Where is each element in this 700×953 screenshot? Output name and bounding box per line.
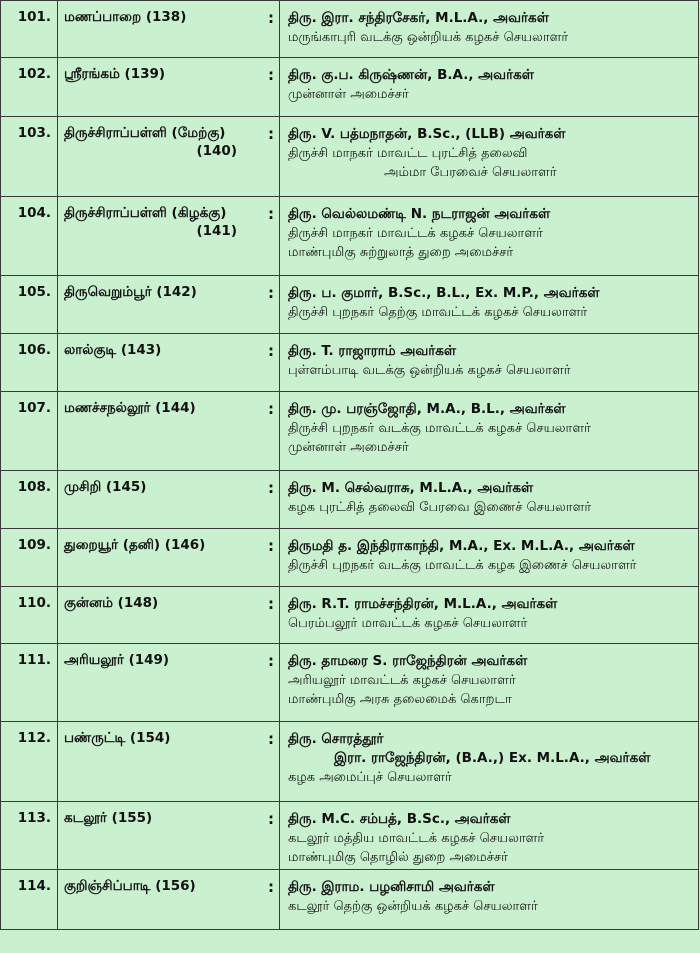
colon-separator: : bbox=[268, 125, 274, 143]
row-number: 101. bbox=[1, 1, 58, 58]
person-role: திருச்சி புறநகர் வடக்கு மாவட்டக் கழக இணைச் செயலாளர் bbox=[288, 558, 637, 573]
row-number: 103. bbox=[1, 117, 58, 197]
person-role: மருங்காபுரி வடக்கு ஒன்றியக் கழகச் செயலாளர் bbox=[288, 30, 569, 45]
colon-separator: : bbox=[268, 878, 274, 896]
person-name: திரு. கு.ப. கிருஷ்ணன், B.A., அவர்கள் bbox=[288, 67, 534, 83]
constituency-cell bbox=[58, 1, 280, 58]
colon-separator: : bbox=[268, 479, 274, 497]
person-name: திரு. T. ராஜாராம் அவர்கள் bbox=[288, 343, 457, 359]
table-row bbox=[1, 117, 699, 197]
person-role: பெரம்பலூர் மாவட்டக் கழகச் செயலாளர் bbox=[288, 616, 528, 631]
constituency-cell bbox=[58, 197, 280, 276]
constituency-number: (140) bbox=[196, 143, 237, 159]
table-row bbox=[1, 197, 699, 276]
row-number: 102. bbox=[1, 58, 58, 117]
person-cell bbox=[280, 471, 699, 529]
table-row bbox=[1, 802, 699, 870]
person-role: திருச்சி மாநகர் மாவட்டக் கழகச் செயலாளர் bbox=[288, 226, 543, 241]
person-name: திரு. R.T. ராமச்சந்திரன், M.L.A., அவர்கள் bbox=[288, 596, 558, 612]
person-name: திரு. சொரத்தூர் bbox=[288, 731, 384, 747]
person-role: புள்ளம்பாடி வடக்கு ஒன்றியக் கழகச் செயலாளர் bbox=[288, 363, 571, 378]
colon-separator: : bbox=[268, 400, 274, 418]
person-name: திரு. M. செல்வராசு, M.L.A., அவர்கள் bbox=[288, 480, 534, 496]
constituency-cell bbox=[58, 117, 280, 197]
person-name: திரு. ப. குமார், B.Sc., B.L., Ex. M.P., அவர்கள் bbox=[288, 285, 600, 301]
constituency-name: குறிஞ்சிப்பாடி (156) bbox=[64, 878, 196, 894]
colon-separator: : bbox=[268, 9, 274, 27]
row-number: 106. bbox=[1, 334, 58, 392]
colon-separator: : bbox=[268, 342, 274, 360]
constituency-cell bbox=[58, 722, 280, 802]
constituency-cell bbox=[58, 471, 280, 529]
person-cell bbox=[280, 870, 699, 930]
person-name: திரு. இரா. சந்திரசேகர், M.L.A., அவர்கள் bbox=[288, 10, 549, 26]
person-cell bbox=[280, 529, 699, 587]
row-number: 114. bbox=[1, 870, 58, 930]
colon-separator: : bbox=[268, 652, 274, 670]
person-cell bbox=[280, 58, 699, 117]
table-row bbox=[1, 587, 699, 644]
constituency-name: மணச்சநல்லூர் (144) bbox=[64, 400, 196, 416]
person-role: கடலூர் தெற்கு ஒன்றியக் கழகச் செயலாளர் bbox=[288, 899, 538, 914]
person-role: கழக புரட்சித் தலைவி பேரவை இணைச் செயலாளர் bbox=[288, 500, 592, 515]
person-name: திரு. M.C. சம்பத், B.Sc., அவர்கள் bbox=[288, 811, 511, 827]
person-role: கழக அமைப்புச் செயலாளர் bbox=[288, 770, 452, 785]
person-cell bbox=[280, 587, 699, 644]
constituency-name: திருச்சிராப்பள்ளி (கிழக்கு) bbox=[64, 205, 227, 221]
constituency-cell bbox=[58, 276, 280, 334]
colon-separator: : bbox=[268, 595, 274, 613]
person-name-continued: இரா. ராஜேந்திரன், (B.A.,) Ex. M.L.A., அவர்கள் bbox=[334, 750, 651, 766]
colon-separator: : bbox=[268, 730, 274, 748]
person-role: திருச்சி புறநகர் வடக்கு மாவட்டக் கழகச் செயலாளர் bbox=[288, 421, 591, 436]
constituency-name: லால்குடி (143) bbox=[64, 342, 162, 358]
constituency-cell bbox=[58, 392, 280, 471]
person-cell bbox=[280, 392, 699, 471]
constituency-name: முசிறி (145) bbox=[64, 479, 147, 495]
constituency-cell bbox=[58, 58, 280, 117]
person-name: திரு. V. பத்மநாதன், B.Sc., (LLB) அவர்கள் bbox=[288, 126, 566, 142]
person-cell bbox=[280, 197, 699, 276]
constituency-name: துறையூர் (தனி) (146) bbox=[64, 537, 206, 553]
person-role: அரியலூர் மாவட்டக் கழகச் செயலாளர் bbox=[288, 673, 516, 688]
person-role: திருச்சி புறநகர் தெற்கு மாவட்டக் கழகச் செயலாளர் bbox=[288, 305, 588, 320]
constituency-cell bbox=[58, 334, 280, 392]
person-role-secondary: மாண்புமிகு அரசு தலைமைக் கொறடா bbox=[288, 692, 512, 707]
constituency-cell bbox=[58, 529, 280, 587]
person-role-secondary: முன்னாள் அமைச்சர் bbox=[288, 440, 409, 455]
person-role-secondary: அம்மா பேரவைச் செயலாளர் bbox=[384, 165, 557, 180]
person-cell bbox=[280, 802, 699, 870]
constituency-name: கடலூர் (155) bbox=[64, 810, 153, 826]
constituency-name: ஸ்ரீரங்கம் (139) bbox=[64, 66, 166, 82]
colon-separator: : bbox=[268, 66, 274, 84]
table-row bbox=[1, 870, 699, 930]
row-number: 104. bbox=[1, 197, 58, 276]
person-cell bbox=[280, 644, 699, 722]
table-row bbox=[1, 334, 699, 392]
person-cell bbox=[280, 334, 699, 392]
row-number: 113. bbox=[1, 802, 58, 870]
constituency-cell bbox=[58, 587, 280, 644]
table-row bbox=[1, 722, 699, 802]
constituency-cell bbox=[58, 802, 280, 870]
person-cell bbox=[280, 276, 699, 334]
person-name: திரு. தாமரை S. ராஜேந்திரன் அவர்கள் bbox=[288, 653, 528, 669]
constituency-cell bbox=[58, 644, 280, 722]
person-name: திருமதி த. இந்திராகாந்தி, M.A., Ex. M.L.A., அவர்கள் bbox=[288, 538, 635, 554]
table-row bbox=[1, 392, 699, 471]
constituency-name: பண்ருட்டி (154) bbox=[64, 730, 171, 746]
constituency-number: (141) bbox=[196, 223, 237, 239]
person-name: திரு. இராம. பழனிசாமி அவர்கள் bbox=[288, 879, 495, 895]
person-name: திரு. மு. பரஞ்ஜோதி, M.A., B.L., அவர்கள் bbox=[288, 401, 566, 417]
person-role: முன்னாள் அமைச்சர் bbox=[288, 87, 409, 102]
row-number: 105. bbox=[1, 276, 58, 334]
person-role: திருச்சி மாநகர் மாவட்ட புரட்சித் தலைவி bbox=[288, 146, 528, 161]
row-number: 112. bbox=[1, 722, 58, 802]
person-cell bbox=[280, 117, 699, 197]
row-number: 110. bbox=[1, 587, 58, 644]
constituency-name: மணப்பாறை (138) bbox=[64, 9, 187, 25]
constituency-name: திருச்சிராப்பள்ளி (மேற்கு) bbox=[64, 125, 226, 141]
constituency-cell bbox=[58, 870, 280, 930]
table-row bbox=[1, 58, 699, 117]
person-cell bbox=[280, 722, 699, 802]
table-row bbox=[1, 471, 699, 529]
colon-separator: : bbox=[268, 810, 274, 828]
person-role-secondary: மாண்புமிகு தொழில் துறை அமைச்சர் bbox=[288, 850, 508, 865]
colon-separator: : bbox=[268, 205, 274, 223]
colon-separator: : bbox=[268, 537, 274, 555]
constituency-name: குன்னம் (148) bbox=[64, 595, 159, 611]
table-row bbox=[1, 529, 699, 587]
person-name: திரு. வெல்லமண்டி N. நடராஜன் அவர்கள் bbox=[288, 206, 551, 222]
person-cell bbox=[280, 1, 699, 58]
constituency-name: அரியலூர் (149) bbox=[64, 652, 170, 668]
row-number: 109. bbox=[1, 529, 58, 587]
person-role-secondary: மாண்புமிகு சுற்றுலாத் துறை அமைச்சர் bbox=[288, 245, 514, 260]
row-number: 107. bbox=[1, 392, 58, 471]
person-role: கடலூர் மத்திய மாவட்டக் கழகச் செயலாளர் bbox=[288, 831, 545, 846]
constituency-name: திருவெறும்பூர் (142) bbox=[64, 284, 197, 300]
row-number: 111. bbox=[1, 644, 58, 722]
row-number: 108. bbox=[1, 471, 58, 529]
table-row bbox=[1, 276, 699, 334]
colon-separator: : bbox=[268, 284, 274, 302]
table-row bbox=[1, 644, 699, 722]
table-row bbox=[1, 1, 699, 58]
